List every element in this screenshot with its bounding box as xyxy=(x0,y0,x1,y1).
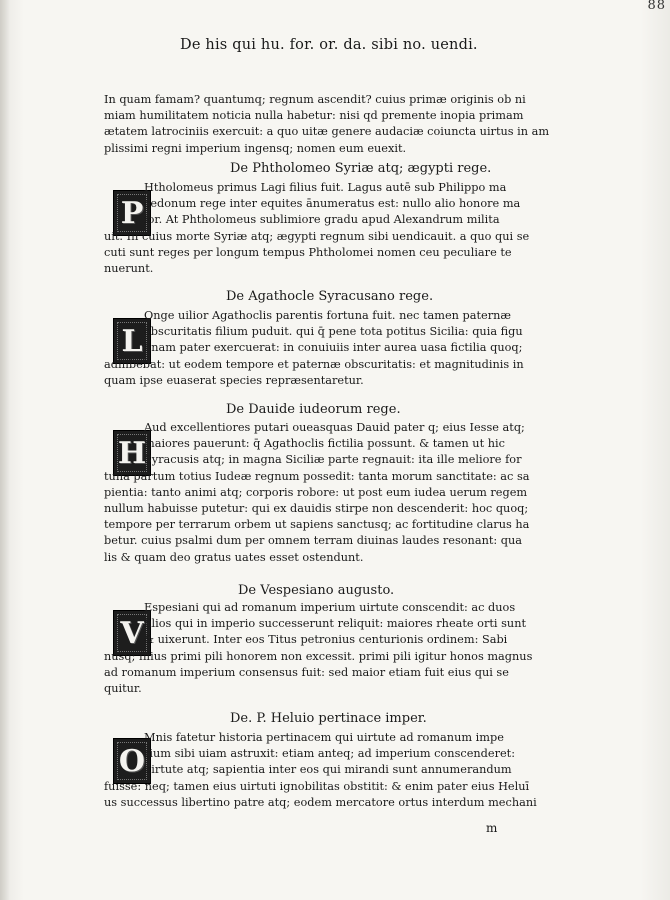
text-line: Onge uilior Agathoclis parentis fortuna fuit. nec tamen paternæ xyxy=(144,309,511,322)
text-line: tuna partum totius Iudeæ regnum possedit: tanta morum sanctitate: ac sa xyxy=(104,469,530,483)
text-line: In quam famam? quantumq; regnum ascendit? cuius primæ originis ob ni xyxy=(104,93,526,106)
section-paragraph xyxy=(104,600,544,697)
text-line: pientia: tanto animi atq; corporis robore: ut post eum iudea uerum regem xyxy=(104,485,528,499)
text-line: lis & quam deo gratus uates esset ostendunt. xyxy=(104,550,364,564)
text-line: Aud excellentiores putari oueasquas Dauid pater q; eius Iesse atq; xyxy=(144,421,525,434)
text-line: ætatem latrociniis exercuit: a quo uitæ genere audaciæ coiuncta uirtus in am xyxy=(104,125,550,139)
text-line: rium sibi uiam astruxit: etiam anteq; ad imperium conscenderet: xyxy=(144,747,516,761)
text-line: uirtute atq; sapientia inter eos qui mirandi sunt annumerandum xyxy=(144,763,512,777)
running-head: De his qui hu. for. or. da. sibi no. uendi. xyxy=(180,37,478,53)
intro-paragraph xyxy=(104,92,550,157)
text-line: nusq; filius primi pili honorem non excessit. primi pili igitur honos magnus xyxy=(104,649,533,663)
section-heading: De Vespesiano augusto. xyxy=(238,583,395,598)
text-line: nullum habuisse putetur: qui ex dauidis stirpe non descenderit: hoc quoq; xyxy=(104,501,529,515)
text-line: quam ipse euaserat species repræsentaretur. xyxy=(104,373,364,387)
page-edge-shadow xyxy=(0,0,10,900)
section-paragraph xyxy=(104,308,544,389)
text-line: uit. In cuius morte Syriæ atq; ægypti regnum sibi uendicauit. a quo qui se xyxy=(104,229,530,243)
text-line: ior. At Phtholomeus sublimiore gradu apud Alexandrum milita xyxy=(144,213,500,227)
text-line: cuti sunt reges per longum tempus Phtholomei nomen ceu peculiare te xyxy=(104,245,512,259)
initial-letter: L xyxy=(121,323,143,359)
section-paragraph xyxy=(104,420,544,566)
text-line: cedonum rege inter equites ānumeratus est: nullo alio honore ma xyxy=(144,197,521,211)
text-line: ad romanum imperium consensus fuit: sed maior etiam fuit eius qui se xyxy=(104,665,509,679)
section-paragraph xyxy=(104,730,544,811)
text-line: maiores pauerunt: q̄ Agathoclis fictilia possunt. & tamen ut hic xyxy=(144,437,505,451)
initial-letter: H xyxy=(117,435,147,471)
initial-letter: O xyxy=(118,743,146,779)
text-line: quitur. xyxy=(104,681,142,695)
text-line: obscuritatis filium puduit. qui q̄ pene tota potitus Sicilia: quia figu xyxy=(144,325,523,339)
initial-letter: V xyxy=(120,615,144,651)
section-heading: De Agathocle Syracusano rege. xyxy=(226,289,434,304)
signature-mark: m xyxy=(486,821,498,835)
text-line: tempore per terrarum orbem ut sapiens sanctusq; ac fortitudine clarus ha xyxy=(104,518,530,532)
text-line: Syracusis atq; in magna Siciliæ parte regnauit: ita ille meliore for xyxy=(144,453,522,467)
text-line: Espesiani qui ad romanum imperium uirtute conscendit: ac duos xyxy=(144,601,516,614)
text-line: plissimi regni imperium ingensq; nomen eum euexit. xyxy=(104,141,407,155)
text-line: us successus libertino patre atq; eodem mercatore ortus interdum mechani xyxy=(104,795,537,809)
text-line: miam humilitatem noticia nulla habetur: nisi qd premente inopia primam xyxy=(104,109,524,123)
text-line: adhibebat: ut eodem tempore et paternæ obscuritatis: et magnitudinis in xyxy=(104,357,524,371)
folio-number: 88 xyxy=(647,0,666,13)
text-line: linam pater exercuerat: in conuiuiis inter aurea uasa fictilia quoq; xyxy=(144,341,523,355)
section-heading: De Phtholomeo Syriæ atq; ægypti rege. xyxy=(230,161,492,176)
text-line: nuerunt. xyxy=(104,261,154,275)
text-line: betur. cuius psalmi dum per omnem terram diuinas laudes resonant: qua xyxy=(104,534,523,548)
text-line: Mnis fatetur historia pertinacem qui uirtute ad romanum impe xyxy=(144,731,504,744)
text-line: & uixerunt. Inter eos Titus petronius centurionis ordinem: Sabi xyxy=(144,633,508,647)
section-paragraph xyxy=(104,180,544,277)
text-line: Htholomeus primus Lagi filius fuit. Lagus autē sub Philippo ma xyxy=(144,181,507,194)
section-heading: De Dauide iudeorum rege. xyxy=(226,402,401,417)
text-line: fuisse: neq; tamen eius uirtuti ignobilitas obstitit: & enim pater eius Heluī xyxy=(104,779,530,793)
text-line: filios qui in imperio successerunt reliquit: maiores rheate orti sunt xyxy=(144,617,527,631)
initial-letter: P xyxy=(120,195,144,231)
section-heading: De. P. Heluio pertinace imper. xyxy=(230,711,427,726)
